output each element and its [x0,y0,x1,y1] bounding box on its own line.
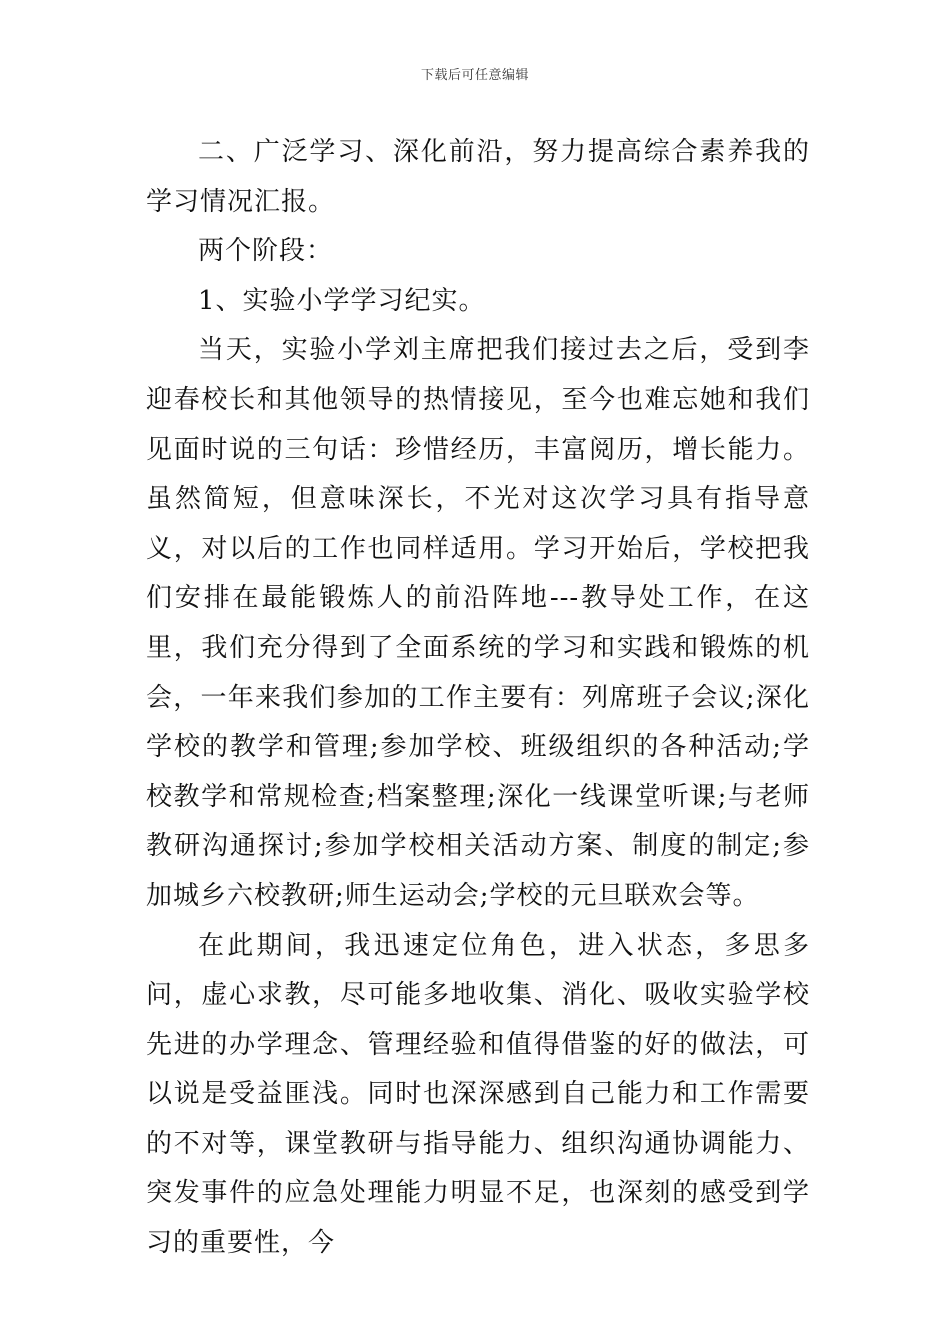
paragraph-subheading-1: 1、实验小学学习纪实。 [198,285,486,316]
page-header-note: 下载后可任意编辑 [420,68,529,83]
paragraph-two-stages: 两个阶段： [198,236,334,267]
paragraph-body-1: 当天，实验小学刘主席把我们接过去之后，受到李迎春校长和其他领导的热情接见，至今也难忘她和我们见面时说的三句话：珍惜经历，丰富阅历，增长能力。虽然简短，但意味深长，不光对这次学习具有指导意义，对以后的工作也同样适用。学习开始后，学校把我们安排在最能锻炼人的前沿阵地---教导处工作，在这里，我们充分得到了全面系统的学习和实践和锻炼的机会，一年来我们参加的工作主要有：列席班子会议;深化学校的教学和管理;参加学校、班级组织的各种活动;学校教学和常规检查;档案整理;深化一线课堂听课;与老师教研沟通探讨;参加学校相关活动方案、制度的制定;参加城乡六校教研;师生运动会;学校的元旦联欢会等。 [146,335,810,911]
document-body [146,128,810,1269]
paragraph-section-heading: 二、广泛学习、深化前沿，努力提高综合素养我的学习情况汇报。 [146,137,810,217]
paragraph-body-2: 在此期间，我迅速定位角色，进入状态，多思多问，虚心求教，尽可能多地收集、消化、吸收实验学校先进的办学理念、管理经验和值得借鉴的好的做法，可以说是受益匪浅。同时也深深感到自己能力和工作需要的不对等，课堂教研与指导能力、组织沟通协调能力、突发事件的应急处理能力明显不足，也深刻的感受到学习的重要性，今 [146,930,810,1259]
